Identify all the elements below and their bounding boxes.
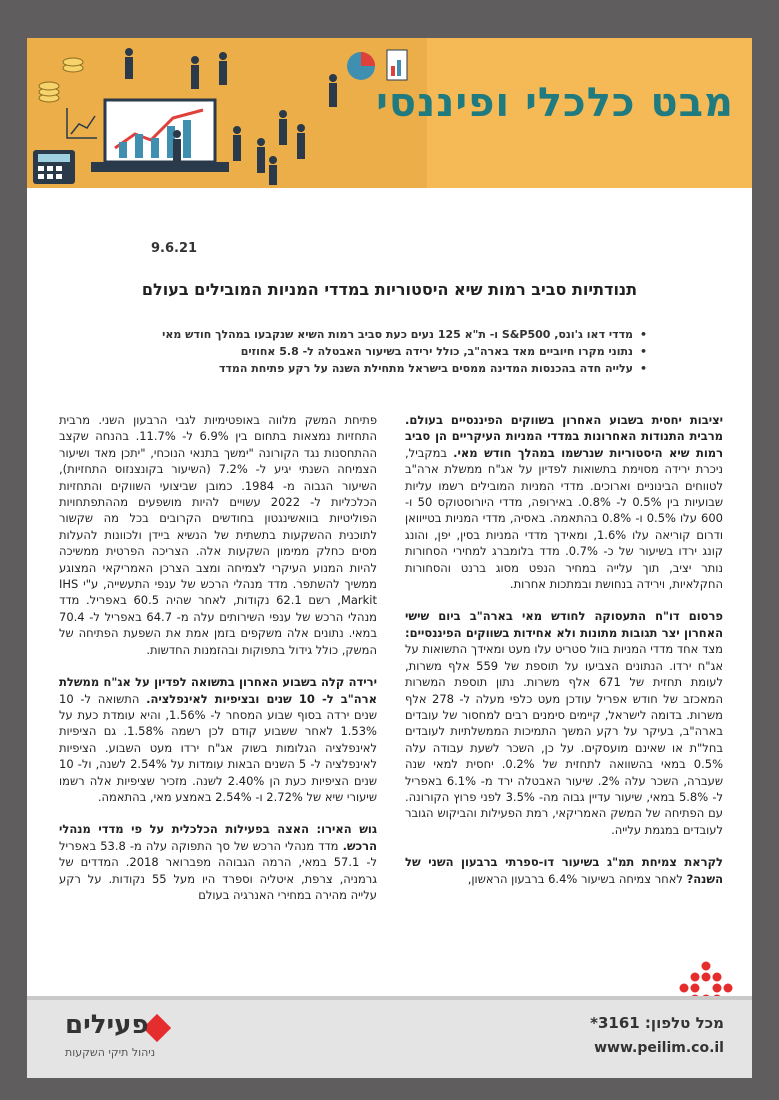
article-column-right [405,412,723,903]
document-page [27,38,752,1078]
paragraph [59,674,377,805]
business-people-illustration [27,38,427,188]
paragraph-body: התשואה ל- 10 שנים ירדה בסוף שבוע המסחר ל- 1.56%, והיא עומדת כעת על 1.53% לאחר ששבוע קודם לכן רשמה 1.58%. גם הציפיות לאינפלציה הגלומות בשוק אג"ח ירדו מעט השבוע. הציפיות לאינפלציה ל- 5 השנים הבאות עומדות על 2.54% לשנה, ול- 10 שנים הציפיות כעת הן 2.40% לשנה. מזכיר שציפיות אלה רשמו שיעורי שיא של 2.72% ו- 2.54% באמצע מאי, בהתאמה. [59,691,378,804]
report-date: 9.6.21 [151,241,198,256]
bullet-item: • מדדי דאו ג'ונס, S&P500 ו- ת"א 125 נעים כעת סביב רמות השיא שנקבעו במהלך חודש מאי [87,326,647,343]
paragraph-body: לאחר צמיחה בשיעור 6.4% ברבעון הראשון, [467,871,687,886]
bullet-item: • עלייה חדה בהכנסות המדינה ממסים בישראל מתחילת השנה על רקע פתיחת המדד [87,360,647,377]
paragraph-body: מדד מנהלי הרכש של סך התפוקה עלה מ- 53.8 באפריל ל- 57.1 במאי, הרמה הגבוהה מפברואר 2018. המדדים של גרמניה, צרפת, איטליה וספרד היו מעל 55 נקודות. על רקע עלייה מהירה במחירי האנרגיה בעולם [59,838,378,902]
paragraph-body: מצד אחד מדדי המניות בוול סטריט עלו מעט ומאידך התשואות על אג"ח ירדו. הנתונים הצביעו על תוספת של 559 אלף משרות, לעומת תחזית של 671 אלף משרות. נתון תוספת המשרות המאכזב של חודש אפריל עודכן מעט כלפי מעלה ל- 278 אלף משרות. בדומה לישראל, קיימים סימנים רבים למחסור של עובדים בארה"ב, בעיקר על רקע המשך התמיכות הממשלתיות לעובדים בחל"ת או שאינם מועסקים. על כן, השכר לשעת עבודה עלה 0.5% במאי בהשוואה לתחזית של 0.2%. יחסית למאי שנה שעברה, השכר עלה 2%. שיעור האבטלה ירד מ- 6.1% באפריל ל- 5.8% במאי, שיעור עדיין גבוה מה- 3.5% לפני פרוץ הקורונה. עם הפתיחה של המשק האמריקאי, רמת הפעילות והביקוש הגובר לעובדים במגמת עלייה. [405,642,724,837]
paragraph [405,854,723,887]
laptop-chart-icon [91,100,229,172]
paragraph-body: במקביל, ניכרת ירידה מסוימת בתשואות לפדיון על אג"ח ממשלת ארה"ב לטווחים הבינוניים וארוכים. מדדי המניות המובילים רשמו עליות שבועיות בין 0.5% ל- 0.8%. באירופה, מדדי היורוסטוקס 50 ו- 600 עלו 0.5% ו- 0.8% בהתאמה. באסיה, מדדי המניות בטייוואן ודרום קוריאה עלו 1.6%, ומאידך מדדי המניות בסין, יפן, והונג קונג ירדו בשיעור של כ- 0.7%. מדד בלומברג למחירי הסחורות נותר יציב, תוך עלייה במחיר הנפט מסוג ברנט והסחורות החקלאיות, וירידה בנחושת ובמתכות אחרות. [405,445,723,592]
banner-title: מבט כלכלי ופיננסי [376,80,734,126]
paragraph-lead: ירידה קלה בשבוע האחרון בתשואה לפדיון על אג"ח ממשלת ארה"ב ל- 10 שנים ובציפיות לאינפלציה. [59,675,377,706]
header-banner [27,38,752,188]
paragraph-lead: לקראת צמיחת תמ"ג בשיעור דו-ספרתי ברבעון השני של השנה? [405,855,723,886]
article-column-left [59,412,377,919]
company-tagline: ניהול תיקי השקעות [65,1046,156,1059]
contact-phone: מכל טלפון: 3161* [590,1014,724,1032]
paragraph-body: פתיחת המשק מלווה באופטימיות לגבי הרבעון השני. מרבית התחזיות נמצאות בתחום בין 6.9% ל- 11.7%. בהנחה שקצב ההתחסנות נגד הקורונה "ימשך בתנאי הנוכחי, "יתכן מאד ושיעור הצמיחה השנתי יגיע ל- 7.2% (השיעור בקונצנזוס התחזיות), השיעור הגבוה מ- 1984. כמובן שביצועי השווקים והתחזיות הכלכליות ל- 2022 עשויים להיות מושפעים מההתפתחויות הפוליטיות בוואשינגטון בחודשים הקרובים בכל מה שקשור לתוכנית ההשקעות בתשתית של הנשיא ביידן ולכוונות להעלות מסים כחלק ממימון השקעות אלה. הצריכה הפרטית ממשיכה להיות המנוע העיקרי לצמיחה ומצב הצרכן האמריקאי המצוגע ממשיך להשתפר. מדד מנהלי הרכש של ענפי התעשייה, ע"י IHS Markit, רשם 62.1 נקודות, לאחר שהיה 60.5 באפריל. מדד מנהלי הרכש של ענפי השירותים עלה מ- 64.7 באפריל ל- 70.4 במאי. נתונים אלה משקפים בזמן אמת את השפעת הפתיחה של המשק, כולל גידול בתפוקות ובהזמנות החדשות. [59,413,378,657]
paragraph [405,412,723,592]
company-logo-text: פעילים [65,1010,149,1040]
paragraph [59,412,377,658]
calculator-icon [33,150,75,184]
page-headline: תנודתיות סביב רמות שיא היסטוריות במדדי המניות המובילים בעולם [141,280,638,299]
paragraph-lead: יציבות יחסית בשבוע האחרון בשווקים הפיננסיים בעולם. מרבית התנודות האחרונות במדדי המניות העיקריים הן סביב רמות שיא היסטוריות שנרשמו במהלך חודש מאי. [405,413,724,460]
website-link[interactable]: www.peilim.co.il [594,1040,724,1056]
paragraph [405,608,723,838]
page-footer [27,996,752,1078]
bullet-item: • נתוני מקרו חיוביים מאד בארה"ב, כולל ירידה בשיעור האבטלה ל- 5.8 אחוזים [87,343,647,360]
paragraph [59,821,377,903]
paragraph-lead: גוש האירו: האצה בפעילות הכלכלית על פי מדדי מנהלי הרכש. [59,822,377,853]
summary-bullets [87,326,647,377]
paragraph-lead: פרסום דו"ח התעסוקה לחודש מאי בארה"ב ביום שישי האחרון יצר תגובות מתונות ולא אחידות בשווקים הפיננסיים: [405,609,723,640]
